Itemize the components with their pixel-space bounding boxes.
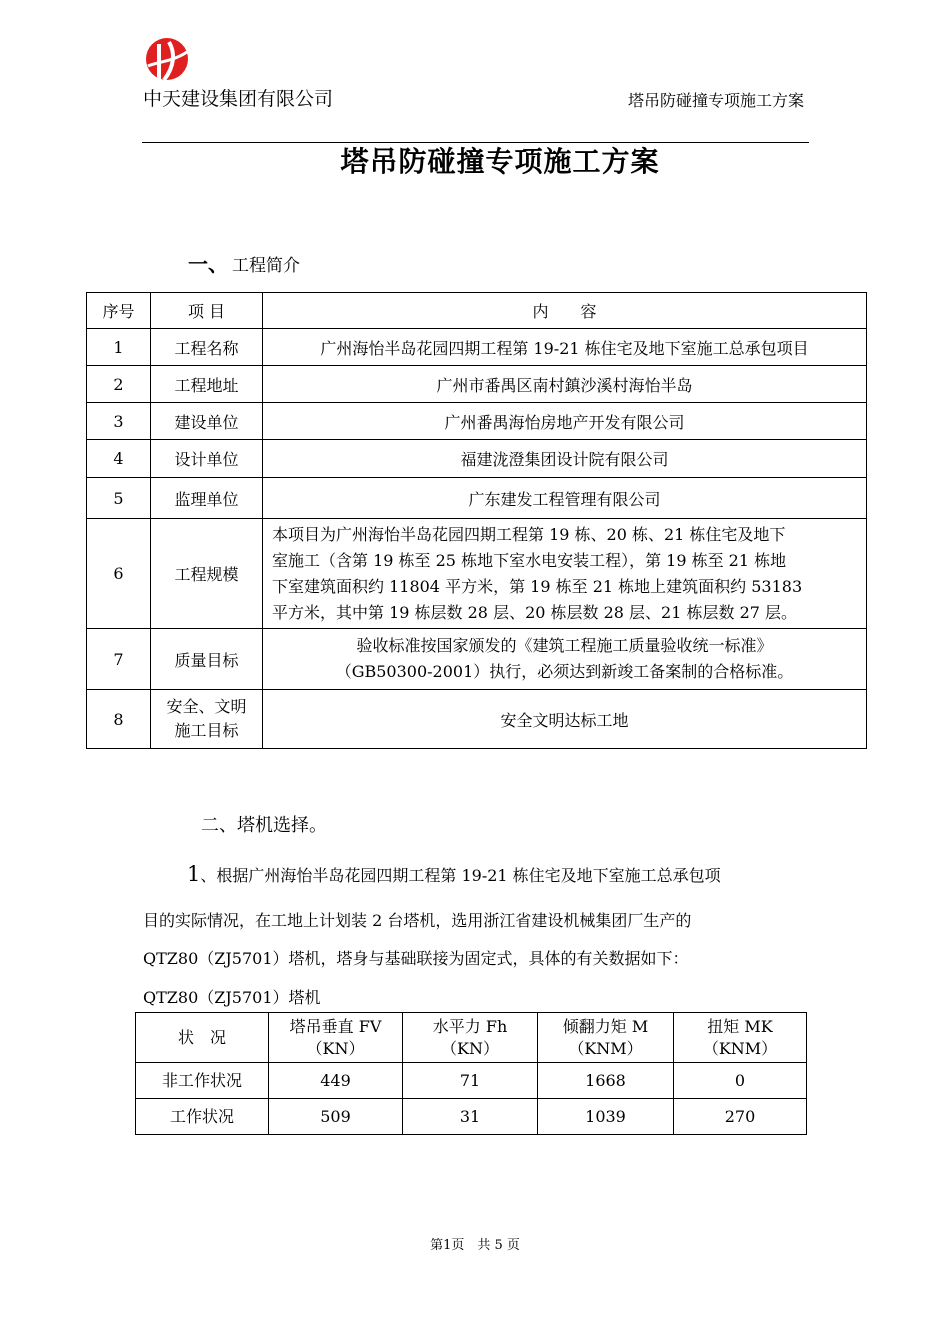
row-item: 设计单位 — [151, 440, 263, 478]
table-row — [136, 1099, 807, 1135]
row-content: 广州海怡半岛花园四期工程第 19-21 栋住宅及地下室施工总承包项目 — [263, 329, 867, 366]
row-no: 4 — [87, 440, 151, 478]
header-line: 扭矩 MK — [707, 1016, 773, 1036]
section-2-heading: 二、塔机选择。 — [201, 815, 327, 836]
row-no: 3 — [87, 403, 151, 440]
section-1-number: 一、 — [188, 252, 228, 276]
content-line: 验收标准按国家颁发的《建筑工程施工质量验收统一标准》 — [356, 636, 773, 655]
page-footer: 第1页 共 5 页 — [430, 1238, 520, 1253]
header-line: 水平力 Fh — [432, 1016, 508, 1036]
header-m — [538, 1013, 674, 1063]
cell-fh: 71 — [403, 1063, 538, 1099]
header-status: 状 况 — [136, 1013, 269, 1063]
row-content — [263, 629, 867, 690]
row-content: 广东建发工程管理有限公司 — [263, 478, 867, 519]
content-line: 平方米，其中第 19 栋层数 28 层、20 栋层数 28 层、21 栋层数 27 层。 — [272, 602, 798, 622]
row-no: 5 — [87, 478, 151, 519]
section-1-heading — [188, 248, 300, 277]
paragraph-line: 目的实际情况，在工地上计划装 2 台塔机，选用浙江省建设机械集团厂生产的 — [143, 911, 692, 930]
table-caption: QTZ80（ZJ5701）塔机 — [143, 988, 321, 1007]
paragraph-line — [187, 862, 721, 886]
row-no: 7 — [87, 629, 151, 690]
cell-m: 1039 — [538, 1099, 674, 1135]
content-line: 室施工（含第 19 栋至 25 栋地下室水电安装工程），第 19 栋至 21 栋地 — [272, 550, 787, 570]
header-no: 序号 — [87, 293, 151, 329]
content-line: （GB50300-2001）执行，必须达到新竣工备案制的合格标准。 — [335, 662, 794, 681]
row-no: 1 — [87, 329, 151, 366]
row-item: 工程规模 — [151, 519, 263, 629]
row-content: 广州市番禺区南村鎮沙溪村海怡半岛 — [263, 366, 867, 403]
row-no: 6 — [87, 519, 151, 629]
table-header-row — [136, 1013, 807, 1063]
header-item: 项 目 — [151, 293, 263, 329]
cell-fh: 31 — [403, 1099, 538, 1135]
table-row — [87, 690, 867, 749]
row-item: 工程地址 — [151, 366, 263, 403]
table-row — [87, 440, 867, 478]
row-item: 质量目标 — [151, 629, 263, 690]
header-unit: （KNM） — [702, 1038, 778, 1058]
cell-status: 非工作状况 — [136, 1063, 269, 1099]
cell-status: 工作状况 — [136, 1099, 269, 1135]
table-row — [87, 329, 867, 366]
table-row — [136, 1063, 807, 1099]
cell-m: 1668 — [538, 1063, 674, 1099]
header-content: 内 容 — [263, 293, 867, 329]
item-line: 安全、文明 — [166, 697, 247, 716]
header-line: 塔吊垂直 FV — [289, 1016, 382, 1036]
company-logo — [142, 36, 192, 82]
row-no: 2 — [87, 366, 151, 403]
header-unit: （KN） — [306, 1038, 365, 1058]
project-overview-table — [86, 292, 867, 749]
table-header-row — [87, 293, 867, 329]
paragraph-number: 1 — [187, 862, 201, 886]
row-content — [263, 519, 867, 629]
table-row — [87, 366, 867, 403]
row-item: 工程名称 — [151, 329, 263, 366]
row-content: 安全文明达标工地 — [263, 690, 867, 749]
item-line: 施工目标 — [174, 721, 239, 740]
header-fh — [403, 1013, 538, 1063]
content-line: 本项目为广州海怡半岛花园四期工程第 19 栋、20 栋、21 栋住宅及地下 — [272, 524, 786, 544]
cell-mk: 270 — [674, 1099, 807, 1135]
row-item: 监理单位 — [151, 478, 263, 519]
header-doc-name: 塔吊防碰撞专项施工方案 — [627, 91, 804, 110]
header-unit: （KNM） — [568, 1038, 643, 1058]
row-content: 福建泷澄集团设计院有限公司 — [263, 440, 867, 478]
table-row — [87, 403, 867, 440]
table-row — [87, 629, 867, 690]
table-row — [87, 519, 867, 629]
header-line: 倾翻力矩 M — [562, 1016, 649, 1036]
company-name: 中天建设集团有限公司 — [143, 88, 334, 110]
content-line: 下室建筑面积约 11804 平方米，第 19 栋至 21 栋地上建筑面积约 53183 — [272, 576, 803, 596]
cell-mk: 0 — [674, 1063, 807, 1099]
row-item — [151, 690, 263, 749]
row-no: 8 — [87, 690, 151, 749]
paragraph-text: 、根据广州海怡半岛花园四期工程第 19-21 栋住宅及地下室施工总承包项 — [200, 866, 721, 885]
cell-fv: 449 — [269, 1063, 403, 1099]
row-item: 建设单位 — [151, 403, 263, 440]
row-content: 广州番禺海怡房地产开发有限公司 — [263, 403, 867, 440]
header-fv — [269, 1013, 403, 1063]
cell-fv: 509 — [269, 1099, 403, 1135]
paragraph-line: QTZ80（ZJ5701）塔机，塔身与基础联接为固定式，具体的有关数据如下： — [143, 949, 689, 968]
crane-load-table — [135, 1012, 807, 1135]
section-1-label: 工程简介 — [232, 256, 300, 276]
header-mk — [674, 1013, 807, 1063]
header-unit: （KN） — [441, 1038, 499, 1058]
document-title: 塔吊防碰撞专项施工方案 — [340, 145, 660, 178]
table-row — [87, 478, 867, 519]
